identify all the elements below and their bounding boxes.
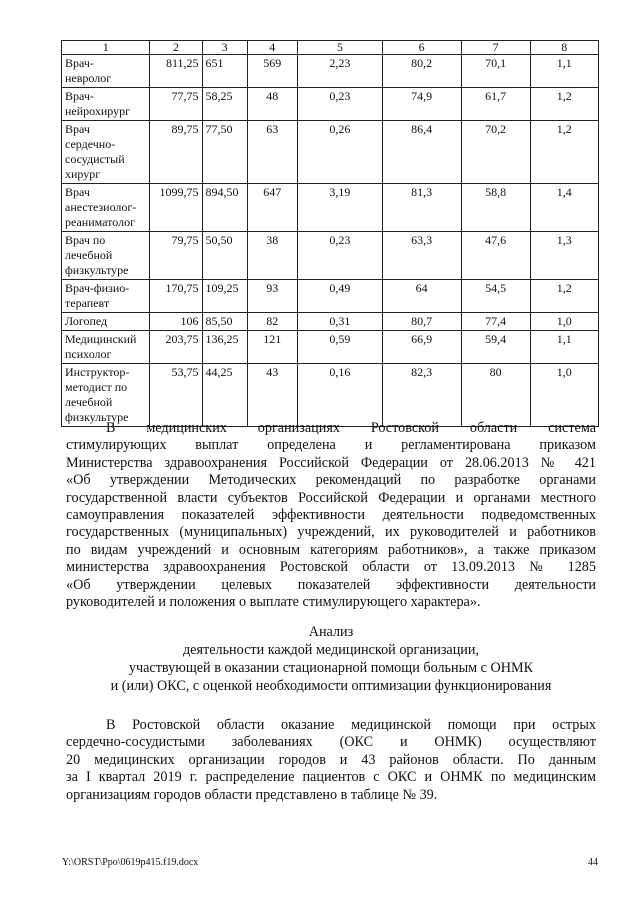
position-name-line: психолог [65,347,112,361]
value-cell-c4: 93 [247,280,297,313]
value-cell-c7: 70,1 [461,55,530,88]
value-cell-c3: 58,25 [202,88,247,121]
position-name-line: Врач [65,122,90,136]
staff-data-table [61,40,599,427]
position-name-cell [62,232,150,280]
value-cell-c2: 79,75 [150,232,202,280]
position-name-line: Логопед [65,314,108,328]
value-cell-c6: 86,4 [382,121,461,184]
table-row [62,232,599,280]
value-cell-c5: 0,31 [297,313,382,331]
position-name-line: сосудистый [65,152,125,166]
value-cell-c7: 59,4 [461,331,530,364]
value-cell-c2: 170,75 [150,280,202,313]
value-cell-c7: 54,5 [461,280,530,313]
text-line: организациям городов области представлено в таблице № 39. [66,786,438,803]
text-line: Министерства здравоохранения Российской Федерации от 28.06.2013 № 421 [66,454,596,471]
value-cell-c2: 53,75 [150,364,202,427]
value-cell-c3: 77,50 [202,121,247,184]
value-cell-c2: 77,75 [150,88,202,121]
position-name-cell [62,364,150,427]
column-number-cell: 2 [150,41,202,55]
position-name-cell [62,184,150,232]
value-cell-c3: 894,50 [202,184,247,232]
position-name-line: Врач по [65,233,106,247]
value-cell-c5: 0,16 [297,364,382,427]
column-number-cell: 1 [62,41,150,55]
column-number-cell: 6 [382,41,461,55]
heading-title: Анализ [308,624,354,640]
position-name-line: методист по [65,380,128,394]
position-name-line: анестезиолог- [65,200,137,214]
position-name-line: Врач- [65,56,94,70]
value-cell-c7: 47,6 [461,232,530,280]
value-cell-c2: 106 [150,313,202,331]
value-cell-c4: 38 [247,232,297,280]
column-number-cell: 7 [461,41,530,55]
position-name-cell [62,280,150,313]
value-cell-c8: 1,2 [530,121,598,184]
value-cell-c3: 50,50 [202,232,247,280]
value-cell-c4: 63 [247,121,297,184]
value-cell-c2: 811,25 [150,55,202,88]
value-cell-c2: 89,75 [150,121,202,184]
column-number-cell: 5 [297,41,382,55]
position-name-line: хирург [65,167,101,181]
table-header-row [62,41,599,55]
value-cell-c4: 43 [247,364,297,427]
position-name-line: Врач [65,185,90,199]
text-line: «Об утверждении Методических рекомендаций по разработке органами [66,472,596,489]
value-cell-c5: 2,23 [297,55,382,88]
value-cell-c8: 1,0 [530,364,598,427]
text-line: В медицинских организациях Ростовской области система [106,420,596,436]
value-cell-c6: 81,3 [382,184,461,232]
position-name-line: Врач-физио- [65,281,130,295]
table-row [62,280,599,313]
heading-line: и (или) ОКС, с оценкой необходимости оптимизации функционирования [110,678,552,694]
value-cell-c5: 0,49 [297,280,382,313]
value-cell-c3: 136,25 [202,331,247,364]
value-cell-c3: 85,50 [202,313,247,331]
paragraph-regional-care [66,717,596,804]
text-line: по видам учреждений и основным категориям работников», а также приказом [66,541,596,558]
value-cell-c2: 1099,75 [150,184,202,232]
value-cell-c5: 3,19 [297,184,382,232]
position-name-line: нейрохирург [65,104,131,118]
value-cell-c5: 0,23 [297,232,382,280]
value-cell-c4: 121 [247,331,297,364]
table-row [62,55,599,88]
text-line: «Об утверждении целевых показателей эффективности деятельности [66,576,596,593]
position-name-cell [62,121,150,184]
paragraph-stimulus-payments [66,420,596,611]
value-cell-c8: 1,0 [530,313,598,331]
value-cell-c6: 80,7 [382,313,461,331]
value-cell-c6: 82,3 [382,364,461,427]
value-cell-c7: 77,4 [461,313,530,331]
value-cell-c8: 1,1 [530,331,598,364]
value-cell-c6: 63,3 [382,232,461,280]
position-name-line: терапевт [65,296,110,310]
text-line: 20 медицинских организации городов и 43 районов области. По данным [66,751,596,768]
text-line: за I квартал 2019 г. распределение пациентов с ОКС и ОНМК по медицинским [66,769,596,786]
position-name-cell [62,55,150,88]
value-cell-c6: 64 [382,280,461,313]
value-cell-c4: 647 [247,184,297,232]
heading-line: участвующей в оказании стационарной помощи больным с ОНМК [128,660,534,676]
table-row [62,313,599,331]
value-cell-c4: 48 [247,88,297,121]
position-name-cell [62,88,150,121]
value-cell-c4: 569 [247,55,297,88]
value-cell-c8: 1,2 [530,280,598,313]
value-cell-c5: 0,23 [297,88,382,121]
value-cell-c8: 1,2 [530,88,598,121]
value-cell-c8: 1,3 [530,232,598,280]
value-cell-c8: 1,4 [530,184,598,232]
table-row [62,184,599,232]
position-name-line: сердечно- [65,137,116,151]
text-line: государственной власти субъектов Российской Федерации и органами местного [66,489,596,506]
position-name-line: лечебной [65,248,113,262]
value-cell-c7: 80 [461,364,530,427]
text-line: сердечно-сосудистыми заболеваниях (ОКС и ОНМК) осуществляют [66,734,596,751]
column-number-cell: 4 [247,41,297,55]
column-number-cell: 3 [202,41,247,55]
value-cell-c6: 80,2 [382,55,461,88]
value-cell-c5: 0,59 [297,331,382,364]
section-heading [66,623,596,695]
value-cell-c7: 70,2 [461,121,530,184]
table-row [62,364,599,427]
value-cell-c6: 74,9 [382,88,461,121]
value-cell-c7: 58,8 [461,184,530,232]
text-line: самоуправления показателей эффективности деятельности подведомственных [66,506,596,523]
table-row [62,88,599,121]
value-cell-c7: 61,7 [461,88,530,121]
position-name-line: реаниматолог [65,215,136,229]
value-cell-c3: 109,25 [202,280,247,313]
value-cell-c4: 82 [247,313,297,331]
position-name-line: невролог [65,71,112,85]
position-name-line: Инструктор- [65,365,130,379]
value-cell-c2: 203,75 [150,331,202,364]
position-name-cell [62,313,150,331]
value-cell-c5: 0,26 [297,121,382,184]
value-cell-c8: 1,1 [530,55,598,88]
table-row [62,331,599,364]
table-body [62,41,599,427]
text-line: руководителей и положения о выплате стимулирующего характера». [66,593,481,610]
text-line: В Ростовской области оказание медицинской помощи при острых [106,717,596,733]
value-cell-c6: 66,9 [382,331,461,364]
position-name-line: физкультуре [65,410,129,424]
heading-line: деятельности каждой медицинской организации, [182,642,480,658]
text-line: государственных (муниципальных) учреждений, их руководителей и работников [66,524,596,541]
position-name-line: Медицинский [65,332,137,346]
footer-page-number: 44 [588,857,598,868]
footer-file-path: Y:\ORST\Ppo\0619p415.f19.docx [62,857,199,868]
position-name-line: физкультуре [65,263,129,277]
table-row [62,121,599,184]
column-number-cell: 8 [530,41,598,55]
position-name-line: лечебной [65,395,113,409]
position-name-cell [62,331,150,364]
position-name-line: Врач- [65,89,94,103]
value-cell-c3: 44,25 [202,364,247,427]
value-cell-c3: 651 [202,55,247,88]
text-line: министерства здравоохранения Ростовской области от 13.09.2013 № 1285 [66,559,596,576]
text-line: стимулирующих выплат определена и регламентирована приказом [66,437,596,454]
